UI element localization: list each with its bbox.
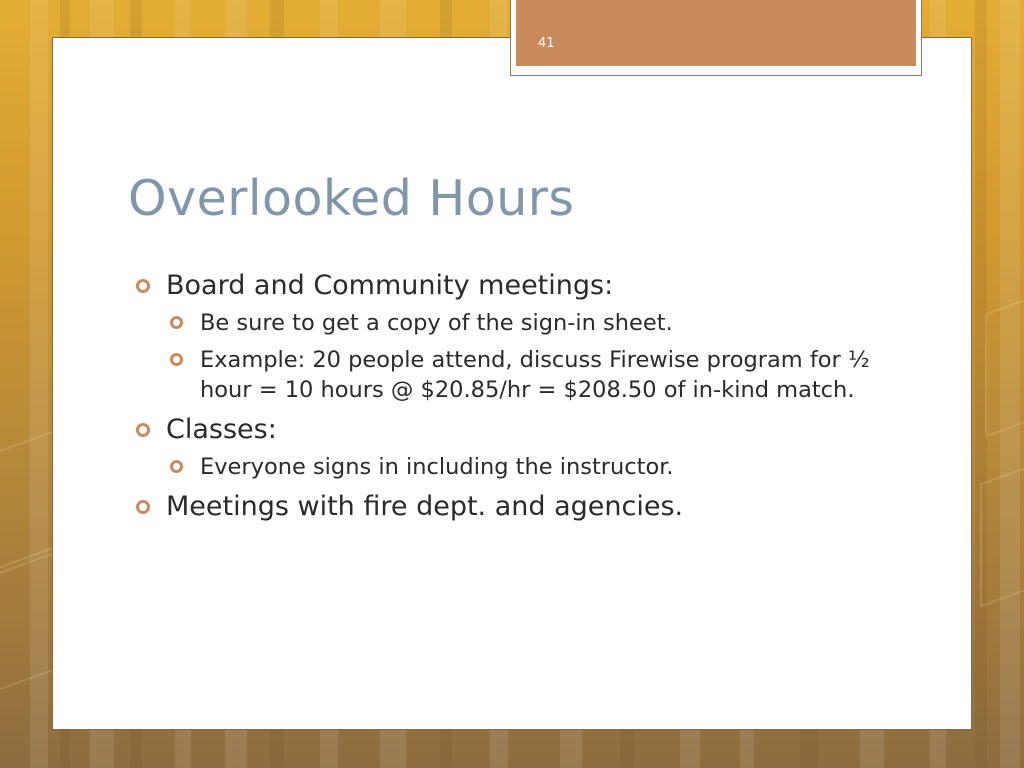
bullet-text: Be sure to get a copy of the sign-in sheet. [200, 310, 673, 336]
slide-number-tab-fill [516, 0, 916, 66]
bullet-item [136, 268, 896, 304]
bullet-item [136, 489, 896, 525]
ring-bullet-icon [170, 353, 183, 366]
ring-bullet-icon [136, 279, 150, 293]
slide-title: Overlooked Hours [128, 170, 575, 227]
bullet-text: Everyone signs in including the instructor. [200, 454, 674, 480]
bullet-item [136, 412, 896, 448]
sub-bullet-item [170, 345, 896, 405]
ring-bullet-icon [170, 316, 183, 329]
bullet-text: Board and Community meetings: [166, 270, 614, 301]
background-hexagon [985, 287, 1024, 438]
slide-content [136, 268, 896, 529]
bullet-text: Classes: [166, 414, 277, 445]
sub-bullet-item [170, 308, 896, 338]
slide-number: 41 [538, 36, 555, 51]
slide-number-tab [510, 0, 922, 76]
ring-bullet-icon [136, 423, 150, 437]
sub-bullet-item [170, 452, 896, 482]
ring-bullet-icon [136, 500, 150, 514]
bullet-text: Example: 20 people attend, discuss Firewise program for ½ hour = 10 hours @ $20.85/hr = $208.50 of in-kind match. [200, 347, 870, 403]
ring-bullet-icon [170, 460, 183, 473]
bullet-text: Meetings with fire dept. and agencies. [166, 491, 684, 522]
